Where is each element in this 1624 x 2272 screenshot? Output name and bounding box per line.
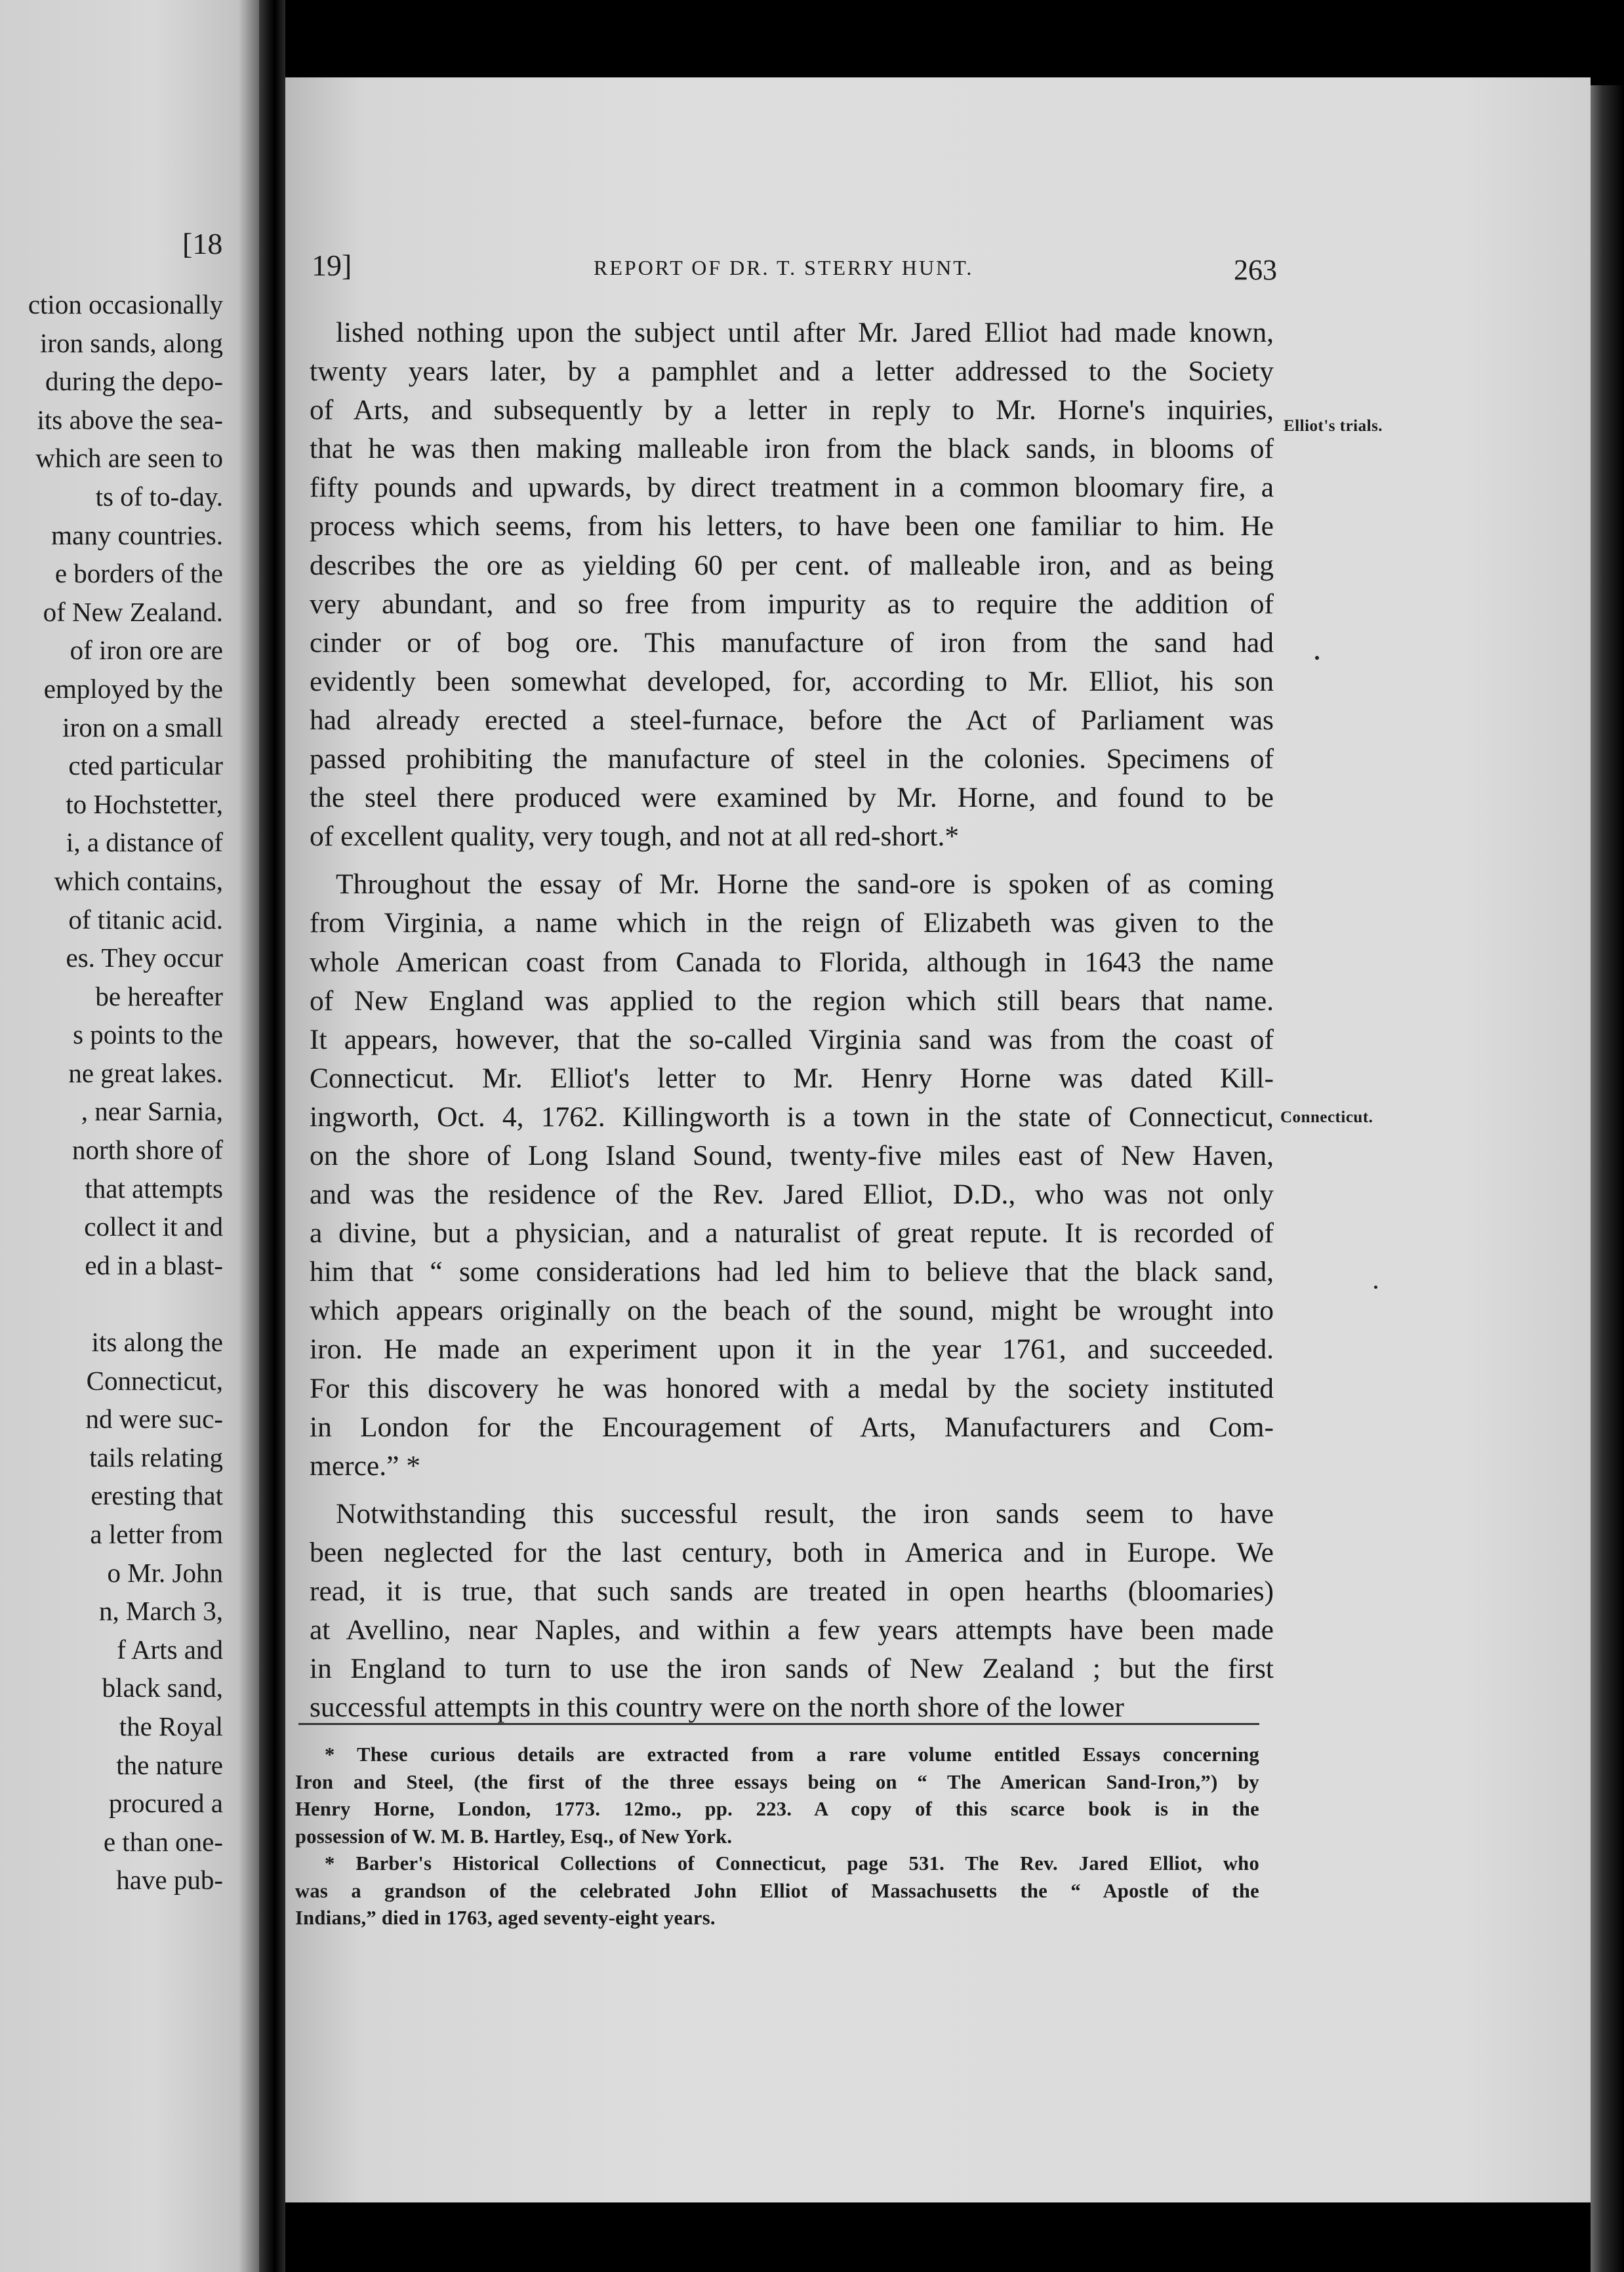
left-page-line: e borders of the: [54, 558, 223, 589]
text-line: passed prohibiting the manufacture of steel in the colonies. Specimens of: [310, 743, 1274, 775]
left-page-line: to Hochstetter,: [66, 788, 223, 819]
footnote-line: possession of W. M. B. Hartley, Esq., of New York.: [295, 1825, 733, 1848]
left-page-line: procured a: [108, 1788, 223, 1819]
text-line: which appears originally on the beach of the sound, might be wrought into: [310, 1295, 1274, 1327]
text-line: For this discovery he was honored with a medal by the society instituted: [310, 1372, 1274, 1404]
text-line: fifty pounds and upwards, by direct treatment in a common bloomary fire, a: [310, 472, 1274, 504]
left-page-line: collect it and: [84, 1211, 223, 1242]
paragraph: [310, 1495, 1274, 1728]
left-page-line: the Royal: [119, 1711, 223, 1741]
text-line: the steel there produced were examined by Mr. Horne, and found to be: [310, 782, 1274, 814]
text-line: of Arts, and subsequently by a letter in reply to Mr. Horne's inquiries,: [310, 394, 1274, 426]
text-line: and was the residence of the Rev. Jared Elliot, D.D., who was not only: [310, 1179, 1274, 1211]
footnote: [295, 1850, 1259, 1932]
left-page-line: employed by the: [43, 673, 223, 704]
footnote-line: was a grandson of the celebrated John Elliot of Massachusetts the “ Apostle of the: [295, 1879, 1259, 1902]
text-line: in London for the Encouragement of Arts, Manufacturers and Com-: [310, 1411, 1274, 1443]
text-line: lished nothing upon the subject until after Mr. Jared Elliot had made known,: [336, 317, 1274, 348]
scan-background: [285, 0, 1624, 77]
text-line: from Virginia, a name which in the reign of Elizabeth was given to the: [310, 907, 1274, 939]
left-page-line: north shore of: [71, 1135, 223, 1166]
text-line: on the shore of Long Island Sound, twenty-five miles east of New Haven,: [310, 1139, 1274, 1171]
left-page-line: of New Zealand.: [43, 596, 223, 627]
left-page-line: Connecticut,: [86, 1365, 223, 1396]
text-line: at Avellino, near Naples, and within a few years attempts have been made: [310, 1614, 1274, 1646]
text-line: very abundant, and so free from impurity as to require the addition of: [310, 588, 1274, 620]
text-line: that he was then making malleable iron from the black sands, in blooms of: [310, 433, 1274, 465]
left-page-text: [0, 285, 223, 1899]
text-line: successful attempts in this country were on the north shore of the lower: [310, 1692, 1124, 1724]
footnote-line: Iron and Steel, (the first of the three essays being on “ The American Sand-Iron,”) by: [295, 1770, 1259, 1793]
left-page-line: be hereafter: [95, 981, 223, 1011]
left-facing-page: [0, 0, 259, 2272]
text-line: been neglected for the last century, both in America and in Europe. We: [310, 1536, 1274, 1568]
left-page-line: black sand,: [102, 1673, 223, 1703]
left-page-line: nd were suc-: [85, 1404, 223, 1434]
left-page-line: the nature: [116, 1749, 223, 1780]
left-page-line: f Arts and: [117, 1634, 223, 1665]
left-page-line: [0, 1284, 223, 1323]
footnote: [295, 1741, 1259, 1850]
text-line: had already erected a steel-furnace, before the Act of Parliament was: [310, 704, 1274, 736]
left-page-line: have pub-: [116, 1865, 223, 1896]
text-line: Connecticut. Mr. Elliot's letter to Mr. Henry Horne was dated Kill-: [310, 1062, 1274, 1094]
text-line: twenty years later, by a pamphlet and a letter addressed to the Society: [310, 355, 1274, 388]
running-header: [312, 248, 1289, 287]
left-page-line: i, a distance of: [66, 827, 223, 858]
text-line: process which seems, from his letters, to have been one familiar to him. He: [310, 510, 1274, 542]
text-line: iron. He made an experiment upon it in the year 1761, and succeeded.: [310, 1333, 1274, 1366]
body-text: [310, 314, 1274, 1727]
left-page-line: during the depo-: [45, 366, 223, 397]
footnote-line: * These curious details are extracted from a rare volume entitled Essays concerning: [325, 1743, 1259, 1766]
paragraph: [310, 865, 1274, 1486]
footnote-line: Henry Horne, London, 1773. 12mo., pp. 223. A copy of this scarce book is in the: [295, 1798, 1259, 1820]
left-page-line: es. They occur: [66, 943, 223, 973]
left-page-line: e than one-: [103, 1826, 223, 1857]
text-line: whole American coast from Canada to Florida, although in 1643 the name: [310, 946, 1274, 978]
footnotes: [295, 1741, 1259, 1932]
text-line: cinder or of bog ore. This manufacture of iron from the sand had: [310, 626, 1274, 659]
scan-speck: [1374, 1286, 1377, 1289]
left-page-line: cted particular: [68, 750, 223, 781]
text-line: evidently been somewhat developed, for, according to Mr. Elliot, his son: [310, 665, 1274, 697]
left-page-line: n, March 3,: [98, 1596, 223, 1627]
left-page-line: , near Sarnia,: [81, 1096, 223, 1127]
header-title: REPORT OF DR. T. STERRY HUNT.: [594, 256, 974, 279]
text-line: of excellent quality, very tough, and not at all red-short.*: [310, 821, 960, 853]
left-page-line: ction occasionally: [28, 289, 223, 319]
text-line: him that “ some considerations had led him to believe that the black sand,: [310, 1256, 1274, 1288]
text-line: in England to turn to use the iron sands of New Zealand ; but the first: [310, 1653, 1274, 1685]
footnote-line: Indians,” died in 1763, aged seventy-eight years.: [295, 1907, 716, 1929]
margin-note-elliots-trials: Elliot's trials.: [1284, 417, 1383, 435]
left-page-line: o Mr. John: [107, 1557, 223, 1588]
margin-note-connecticut: Connecticut.: [1280, 1108, 1373, 1126]
left-page-line: that attempts: [85, 1173, 223, 1204]
text-line: Notwithstanding this successful result, the iron sands seem to have: [336, 1497, 1274, 1530]
text-line: merce.” *: [310, 1450, 421, 1482]
left-page-line: its along the: [91, 1327, 223, 1358]
left-page-line: which are seen to: [35, 443, 223, 474]
text-line: Throughout the essay of Mr. Horne the sand-ore is spoken of as coming: [336, 868, 1274, 901]
book-gutter: [259, 0, 285, 2272]
text-line: read, it is true, that such sands are treated in open hearths (bloomaries): [310, 1575, 1274, 1607]
text-line: It appears, however, that the so-called Virginia sand was from the coast of: [310, 1023, 1274, 1055]
left-page-line: iron on a small: [62, 712, 223, 742]
footnote-rule: [298, 1723, 1259, 1725]
left-page-line: which contains,: [54, 865, 223, 896]
footnote-line: * Barber's Historical Collections of Connecticut, page 531. The Rev. Jared Elliot, who: [325, 1852, 1259, 1875]
text-line: ingworth, Oct. 4, 1762. Killingworth is a town in the state of Connecticut,: [310, 1101, 1274, 1133]
left-page-line: of titanic acid.: [68, 904, 223, 935]
header-section-number: 19]: [312, 249, 352, 282]
page-number: 263: [1234, 254, 1277, 286]
left-page-line: a letter from: [90, 1519, 223, 1549]
page-edge: [1591, 85, 1624, 2272]
left-page-line: of iron ore are: [70, 635, 223, 666]
text-line: a divine, but a physician, and a naturalist of great repute. It is recorded of: [310, 1217, 1274, 1249]
left-page-line: ed in a blast-: [85, 1249, 223, 1280]
left-page-line: many countries.: [51, 519, 223, 550]
left-page-line: s points to the: [73, 1019, 223, 1050]
left-page-line: iron sands, along: [40, 327, 223, 358]
left-page-line: ts of to-day.: [95, 481, 223, 512]
text-line: of New England was applied to the region which still bears that name.: [310, 984, 1274, 1017]
left-page-line: its above the sea-: [37, 404, 223, 435]
left-page-line: ne great lakes.: [68, 1057, 223, 1088]
text-line: describes the ore as yielding 60 per cent. of malleable iron, and as being: [310, 549, 1274, 581]
left-page-line: tails relating: [89, 1442, 223, 1472]
left-page-number: [18: [182, 227, 223, 260]
left-page-line: eresting that: [91, 1480, 223, 1511]
paragraph: [310, 314, 1274, 856]
scan-speck: [1315, 656, 1319, 660]
